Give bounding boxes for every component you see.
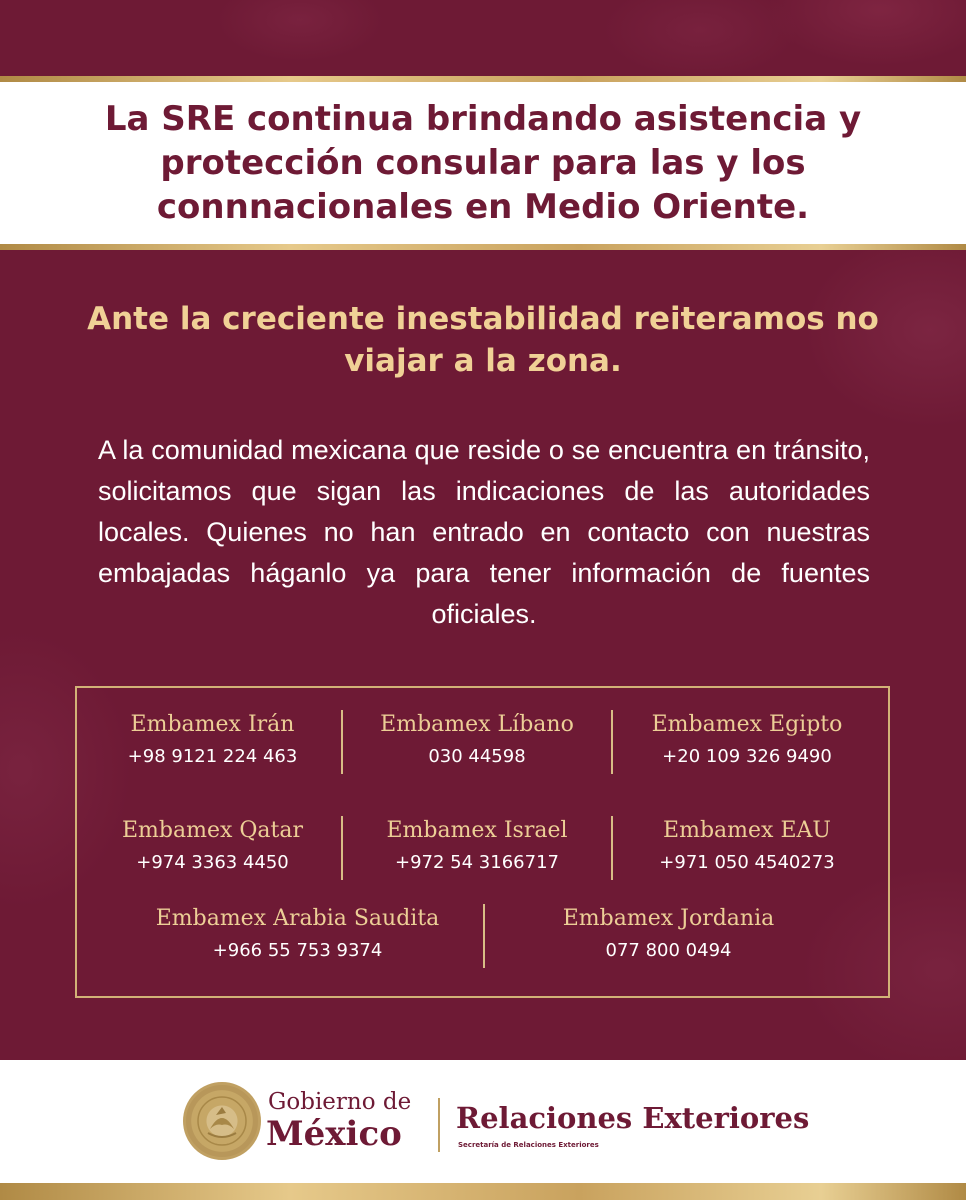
- embassy-phone: 077 800 0494: [605, 940, 732, 961]
- gold-divider-bottom: [0, 1183, 966, 1200]
- embassy-name: Embamex Egipto: [651, 712, 843, 737]
- contacts-row: [77, 904, 888, 968]
- warning-subheading: Ante la creciente inestabilidad reiteramos no viajar a la zona.: [87, 301, 879, 379]
- embassy-phone: +20 109 326 9490: [662, 746, 832, 767]
- embassy-name: Embamex Arabia Saudita: [155, 906, 440, 931]
- embassy-contact: [341, 710, 611, 774]
- embassy-contacts-box: [75, 686, 890, 998]
- advisory-paragraph: A la comunidad mexicana que reside o se encuentra en tránsito, solicitamos que sigan las indicaciones de las autoridades locales. Quienes no han entrado en contacto con nuestras embajadas háganlo ya para tener información de fuentes oficiales.: [98, 435, 870, 629]
- embassy-name: Embamex Líbano: [380, 712, 574, 737]
- embassy-contact: [483, 904, 853, 968]
- embassy-name: Embamex Jordania: [562, 906, 775, 931]
- embassy-phone: +972 54 3166717: [395, 852, 559, 873]
- footer-logos: [0, 1060, 966, 1183]
- embassy-contact: [84, 816, 341, 880]
- embassy-contact: [611, 816, 881, 880]
- top-decorative-band: [0, 0, 966, 76]
- main-panel: [0, 250, 966, 1060]
- embassy-phone: +966 55 753 9374: [212, 940, 383, 961]
- relaciones-exteriores-logo-text: Relaciones Exteriores: [456, 1101, 810, 1135]
- embassy-name: Embamex EAU: [663, 818, 831, 843]
- embassy-name: Embamex Qatar: [121, 818, 304, 843]
- embassy-contact: [341, 816, 611, 880]
- embassy-contact: [84, 710, 341, 774]
- gobierno-label: Gobierno de: [268, 1089, 412, 1115]
- embassy-phone: 030 44598: [428, 746, 526, 767]
- contacts-row: [77, 710, 888, 774]
- mexico-label: México: [266, 1114, 402, 1154]
- national-seal-icon: [183, 1082, 261, 1160]
- embassy-contact: [611, 710, 881, 774]
- embassy-contact: [113, 904, 483, 968]
- eagle-icon: [186, 1085, 258, 1157]
- header-banner: [0, 82, 966, 244]
- embassy-name: Embamex Irán: [130, 712, 295, 737]
- embassy-phone: +971 050 4540273: [659, 852, 835, 873]
- embassy-phone: +974 3363 4450: [136, 852, 289, 873]
- secretaria-subtitle: Secretaría de Relaciones Exteriores: [458, 1141, 599, 1149]
- footer-divider: [438, 1098, 440, 1152]
- embassy-phone: +98 9121 224 463: [127, 746, 298, 767]
- contacts-row: [77, 816, 888, 880]
- page-title: La SRE continua brindando asistencia y protección consular para las y los connnacionales en Medio Oriente.: [104, 99, 862, 227]
- embassy-name: Embamex Israel: [386, 818, 568, 843]
